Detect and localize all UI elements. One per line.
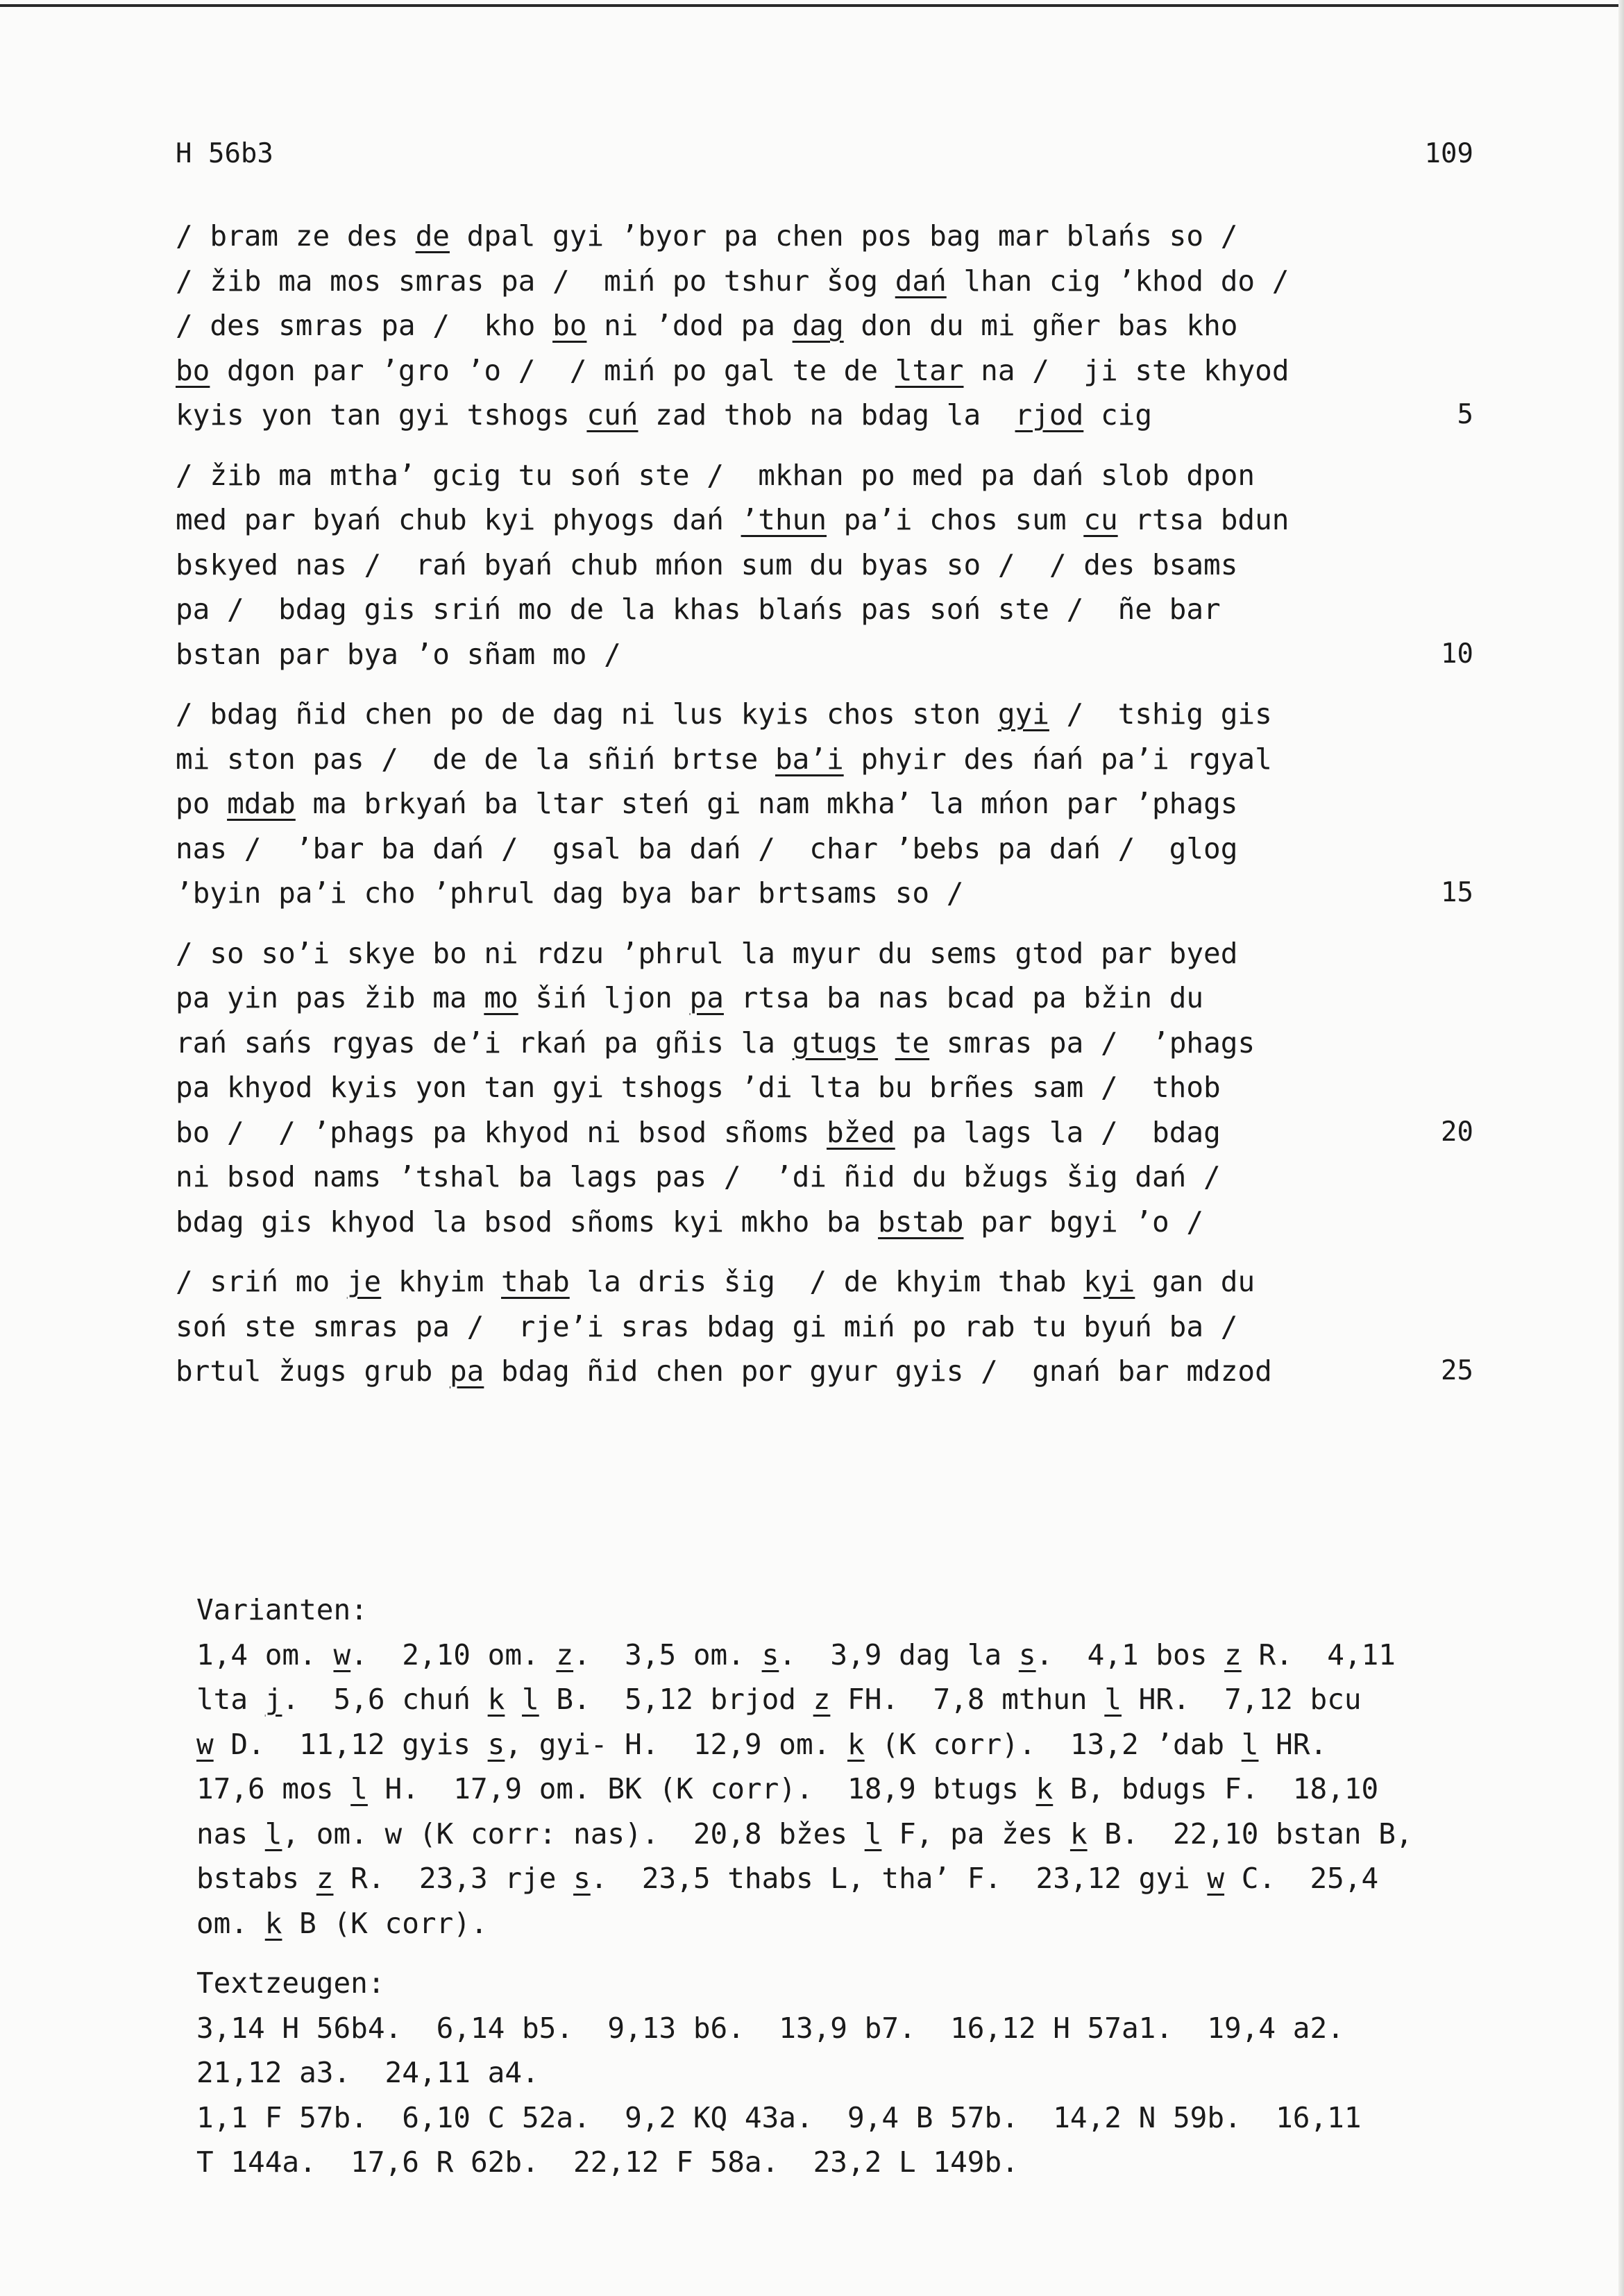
underlined-word: ’thun [741,503,827,536]
underlined-word: z [316,1862,334,1895]
apparatus-line [196,2140,1515,2185]
text-run: HR. [1258,1727,1328,1761]
underlined-word: thab [501,1265,570,1298]
text-run: . 5,6 chuń [282,1683,488,1716]
underlined-word: k [847,1727,865,1761]
text-run: pa lags la / bdag [895,1115,1221,1149]
apparatus-line [196,1856,1515,1901]
underlined-word: mo [484,981,518,1014]
line-number: 5 [1457,399,1473,430]
apparatus-line [196,1767,1515,1812]
paragraph [176,453,1473,677]
text-run: D. 11,12 gyis [213,1727,488,1761]
underlined-word: ltar [895,353,964,387]
folio-sigla: H 56b3 [176,138,273,169]
underlined-word: rjod [1015,398,1084,432]
underlined-word: gtugs [792,1026,879,1060]
text-line [176,587,1473,632]
apparatus-line [196,1677,1515,1722]
text-run: ’byin pa’i cho ’phrul dag bya bar brtsams so / [176,876,964,910]
text-run: brtul žugs grub [176,1354,450,1388]
text-run: / bram ze des [176,219,416,253]
text-run: B, bdugs F. 18,10 [1053,1772,1379,1805]
text-run: FH. 7,8 mthun [830,1683,1105,1716]
text-run: (K corr). 13,2 ’dab [864,1727,1242,1761]
apparatus-line [196,1722,1515,1767]
textzeugen-lines [196,2006,1515,2185]
line-number: 20 [1441,1116,1473,1148]
text-run: bdag gis khyod la bsod sñoms kyi mkho ba [176,1205,879,1239]
text-run: gan du [1135,1265,1255,1298]
text-line [176,1110,1473,1155]
text-line [176,826,1473,871]
text-line [176,931,1473,976]
text-line [176,259,1473,304]
text-run: phyir des ńań pa’i rgyal [843,742,1272,776]
text-run: R. 23,3 rje [333,1862,574,1895]
apparatus-line [196,1901,1515,1946]
text-run: bdag ñid chen por gyur gyis / gnań bar mdzod [484,1354,1272,1388]
underlined-word: s [487,1727,505,1761]
text-run: / bdag ñid chen po de dag ni lus kyis chos ston [176,697,998,731]
underlined-word: l [864,1817,882,1851]
text-run: rtsa ba nas bcad pa bžin du [723,981,1204,1014]
text-run: lhan cig ’khod do / [946,264,1289,298]
text-run: C. 25,4 [1224,1862,1379,1895]
underlined-word: l [350,1772,368,1805]
text-line [176,1349,1473,1394]
underlined-word: dag [792,309,844,342]
text-run: kyis yon tan gyi tshogs [176,398,587,432]
underlined-word: te [895,1026,930,1060]
line-number: 10 [1441,638,1473,670]
underlined-word: k [264,1906,282,1940]
page-edge [1618,0,1624,2296]
text-run: cig [1083,398,1153,432]
text-line [176,543,1473,588]
text-run: don du mi gñer bas kho [843,309,1238,342]
page-header [176,133,1473,175]
underlined-word: k [1069,1817,1088,1851]
text-run: / tshig gis [1049,697,1272,731]
underlined-word: j [264,1683,282,1716]
text-run: pa yin pas žib ma [176,981,484,1014]
apparatus-line [196,2050,1515,2095]
varianten-section [196,1588,1515,1946]
paragraph [176,692,1473,916]
underlined-word: l [264,1817,282,1851]
text-run: zad thob na bdag la [638,398,1015,432]
text-line [176,498,1473,543]
text-run: . 3,5 om. [573,1638,762,1672]
text-run: . 23,5 thabs L, tha’ F. 23,12 gyi [590,1862,1208,1895]
text-run: HR. 7,12 bcu [1122,1683,1362,1716]
text-run: med par byań chub kyi phyogs dań [176,503,741,536]
text-run: , gyi- H. 12,9 om. [505,1727,848,1761]
text-run: šiń ljon [518,981,690,1014]
underlined-word: bstab [878,1205,964,1239]
underlined-word: s [1018,1638,1036,1672]
text-run: T 144a. 17,6 R 62b. 22,12 F 58a. 23,2 L 149b. [196,2145,1019,2179]
text-run: / des smras pa / kho [176,309,553,342]
underlined-word: w [1207,1862,1225,1895]
underlined-word: k [1035,1772,1054,1805]
text-run: om. [196,1906,265,1940]
underlined-word: z [556,1638,574,1672]
text-line [176,1021,1473,1066]
underlined-word: w [333,1638,351,1672]
critical-apparatus [196,1588,1515,2200]
text-line [176,737,1473,782]
text-run: . 3,9 dag la [779,1638,1019,1672]
paragraph [176,1259,1473,1394]
text-run: B. 22,10 bstan B, [1087,1817,1413,1851]
text-run: 3,14 H 56b4. 6,14 b5. 9,13 b6. 13,9 b7. 16,12 H 57a1. 19,4 a2. [196,2011,1344,2045]
text-line [176,692,1473,737]
text-run: ni bsod nams ’tshal ba lags pas / ’di ñid du bžugs šig dań / [176,1160,1221,1193]
text-run: , om. w (K corr: nas). 20,8 bžes [282,1817,865,1851]
text-run: pa / bdag gis sriń mo de la khas blańs pas soń ste / ñe bar [176,593,1221,626]
underlined-word: bo [552,309,587,342]
text-run [505,1683,522,1716]
underlined-word: z [813,1683,831,1716]
underlined-word: s [573,1862,591,1895]
underlined-word: cuń [586,398,638,432]
text-run: lta [196,1683,265,1716]
apparatus-line [196,2095,1515,2141]
underlined-word: pa [689,981,724,1014]
underlined-word: bžed [827,1115,895,1149]
text-run: dpal gyi ’byor pa chen pos bag mar blańs so / [449,219,1238,253]
text-run: 1,1 F 57b. 6,10 C 52a. 9,2 KQ 43a. 9,4 B 57b. 14,2 N 59b. 16,11 [196,2100,1362,2134]
text-run: / žib ma mos smras pa / miń po tshur šog [176,264,895,298]
textzeugen-heading: Textzeugen: [196,1966,385,2000]
text-run: nas [196,1817,265,1851]
underlined-word: mdab [227,787,296,820]
text-line [176,214,1473,259]
page-top-rule [0,4,1624,7]
paragraph [176,214,1473,438]
text-run: smras pa / ’phags [929,1026,1255,1060]
text-run: F, pa žes [881,1817,1070,1851]
underlined-word: pa [449,1354,484,1388]
underlined-word: bo [176,353,210,387]
text-run: dgon par ’gro ’o / / miń po gal te de [210,353,895,387]
text-line [176,348,1473,393]
paragraph [176,931,1473,1245]
text-run: bstabs [196,1862,316,1895]
text-run: pa’i chos sum [827,503,1084,536]
text-run: khyim [381,1265,502,1298]
text-run: la dris šig / de khyim thab [569,1265,1084,1298]
text-run: B (K corr). [282,1906,488,1940]
text-line [176,393,1473,438]
text-line [176,1200,1473,1245]
underlined-word: ba’i [775,742,844,776]
text-line [176,1304,1473,1350]
text-run: / so so’i skye bo ni rdzu ’phrul la myur du sems gtod par byed [176,936,1238,970]
varianten-heading: Varianten: [196,1593,368,1626]
text-run [878,1026,895,1060]
text-run: ma brkyań ba ltar steń gi nam mkha’ la mńon par ’phags [295,787,1238,820]
text-line [176,976,1473,1021]
text-run: bskyed nas / rań byań chub mńon sum du byas so / / des bsams [176,547,1238,581]
text-run: rań sańs rgyas de’i rkań pa gñis la [176,1026,793,1060]
underlined-word: je [346,1265,382,1298]
apparatus-line [196,2006,1515,2051]
text-run: 21,12 a3. 24,11 a4. [196,2056,539,2089]
text-line [176,781,1473,826]
text-line [176,632,1473,677]
text-run: bstan par bya ’o sñam mo / [176,637,621,671]
text-run: . 2,10 om. [350,1638,557,1672]
text-run: R. 4,11 [1241,1638,1396,1672]
text-line [176,1155,1473,1200]
text-run: / žib ma mtha’ gcig tu soń ste / mkhan po med pa dań slob dpon [176,458,1255,492]
apparatus-line [196,1633,1515,1678]
text-run: ni ’dod pa [586,309,793,342]
text-run: 1,4 om. [196,1638,334,1672]
text-run: bo / / ’phags pa khyod ni bsod sñoms [176,1115,827,1149]
underlined-word: kyi [1083,1265,1135,1298]
text-line [176,1065,1473,1110]
underlined-word: dań [895,264,947,298]
line-number: 25 [1441,1355,1473,1386]
text-run: soń ste smras pa / rje’i sras bdag gi miń po rab tu byuń ba / [176,1309,1238,1343]
underlined-word: s [761,1638,779,1672]
text-line [176,1259,1473,1304]
text-run: par bgyi ’o / [963,1205,1204,1239]
text-run: nas / ’bar ba dań / gsal ba dań / char ’bebs pa dań / glog [176,831,1238,865]
text-line [176,303,1473,348]
text-run: rtsa bdun [1117,503,1289,536]
page-number: 109 [1424,138,1473,169]
text-run: po [176,787,228,820]
varianten-lines [196,1633,1515,1946]
text-run: 17,6 mos [196,1772,351,1805]
text-run: na / ji ste khyod [963,353,1289,387]
underlined-word: z [1224,1638,1242,1672]
line-number: 15 [1441,877,1473,908]
underlined-word: l [1241,1727,1259,1761]
underlined-word: k [487,1683,505,1716]
main-text [176,214,1473,1409]
text-run: / sriń mo [176,1265,347,1298]
underlined-word: de [415,219,450,253]
underlined-word: l [522,1683,539,1716]
text-run: B. 5,12 brjod [539,1683,813,1716]
apparatus-line [196,1812,1515,1857]
text-run: mi ston pas / de de la sñiń brtse [176,742,775,776]
text-line [176,453,1473,498]
textzeugen-section [196,1961,1515,2185]
underlined-word: cu [1083,503,1118,536]
text-run: . 4,1 bos [1035,1638,1225,1672]
text-run: H. 17,9 om. BK (K corr). 18,9 btugs [367,1772,1036,1805]
underlined-word: l [1104,1683,1122,1716]
underlined-word: w [196,1727,214,1761]
text-run: pa khyod kyis yon tan gyi tshogs ’di lta bu brñes sam / thob [176,1071,1221,1104]
text-line [176,871,1473,916]
underlined-word: gyi [997,697,1049,731]
